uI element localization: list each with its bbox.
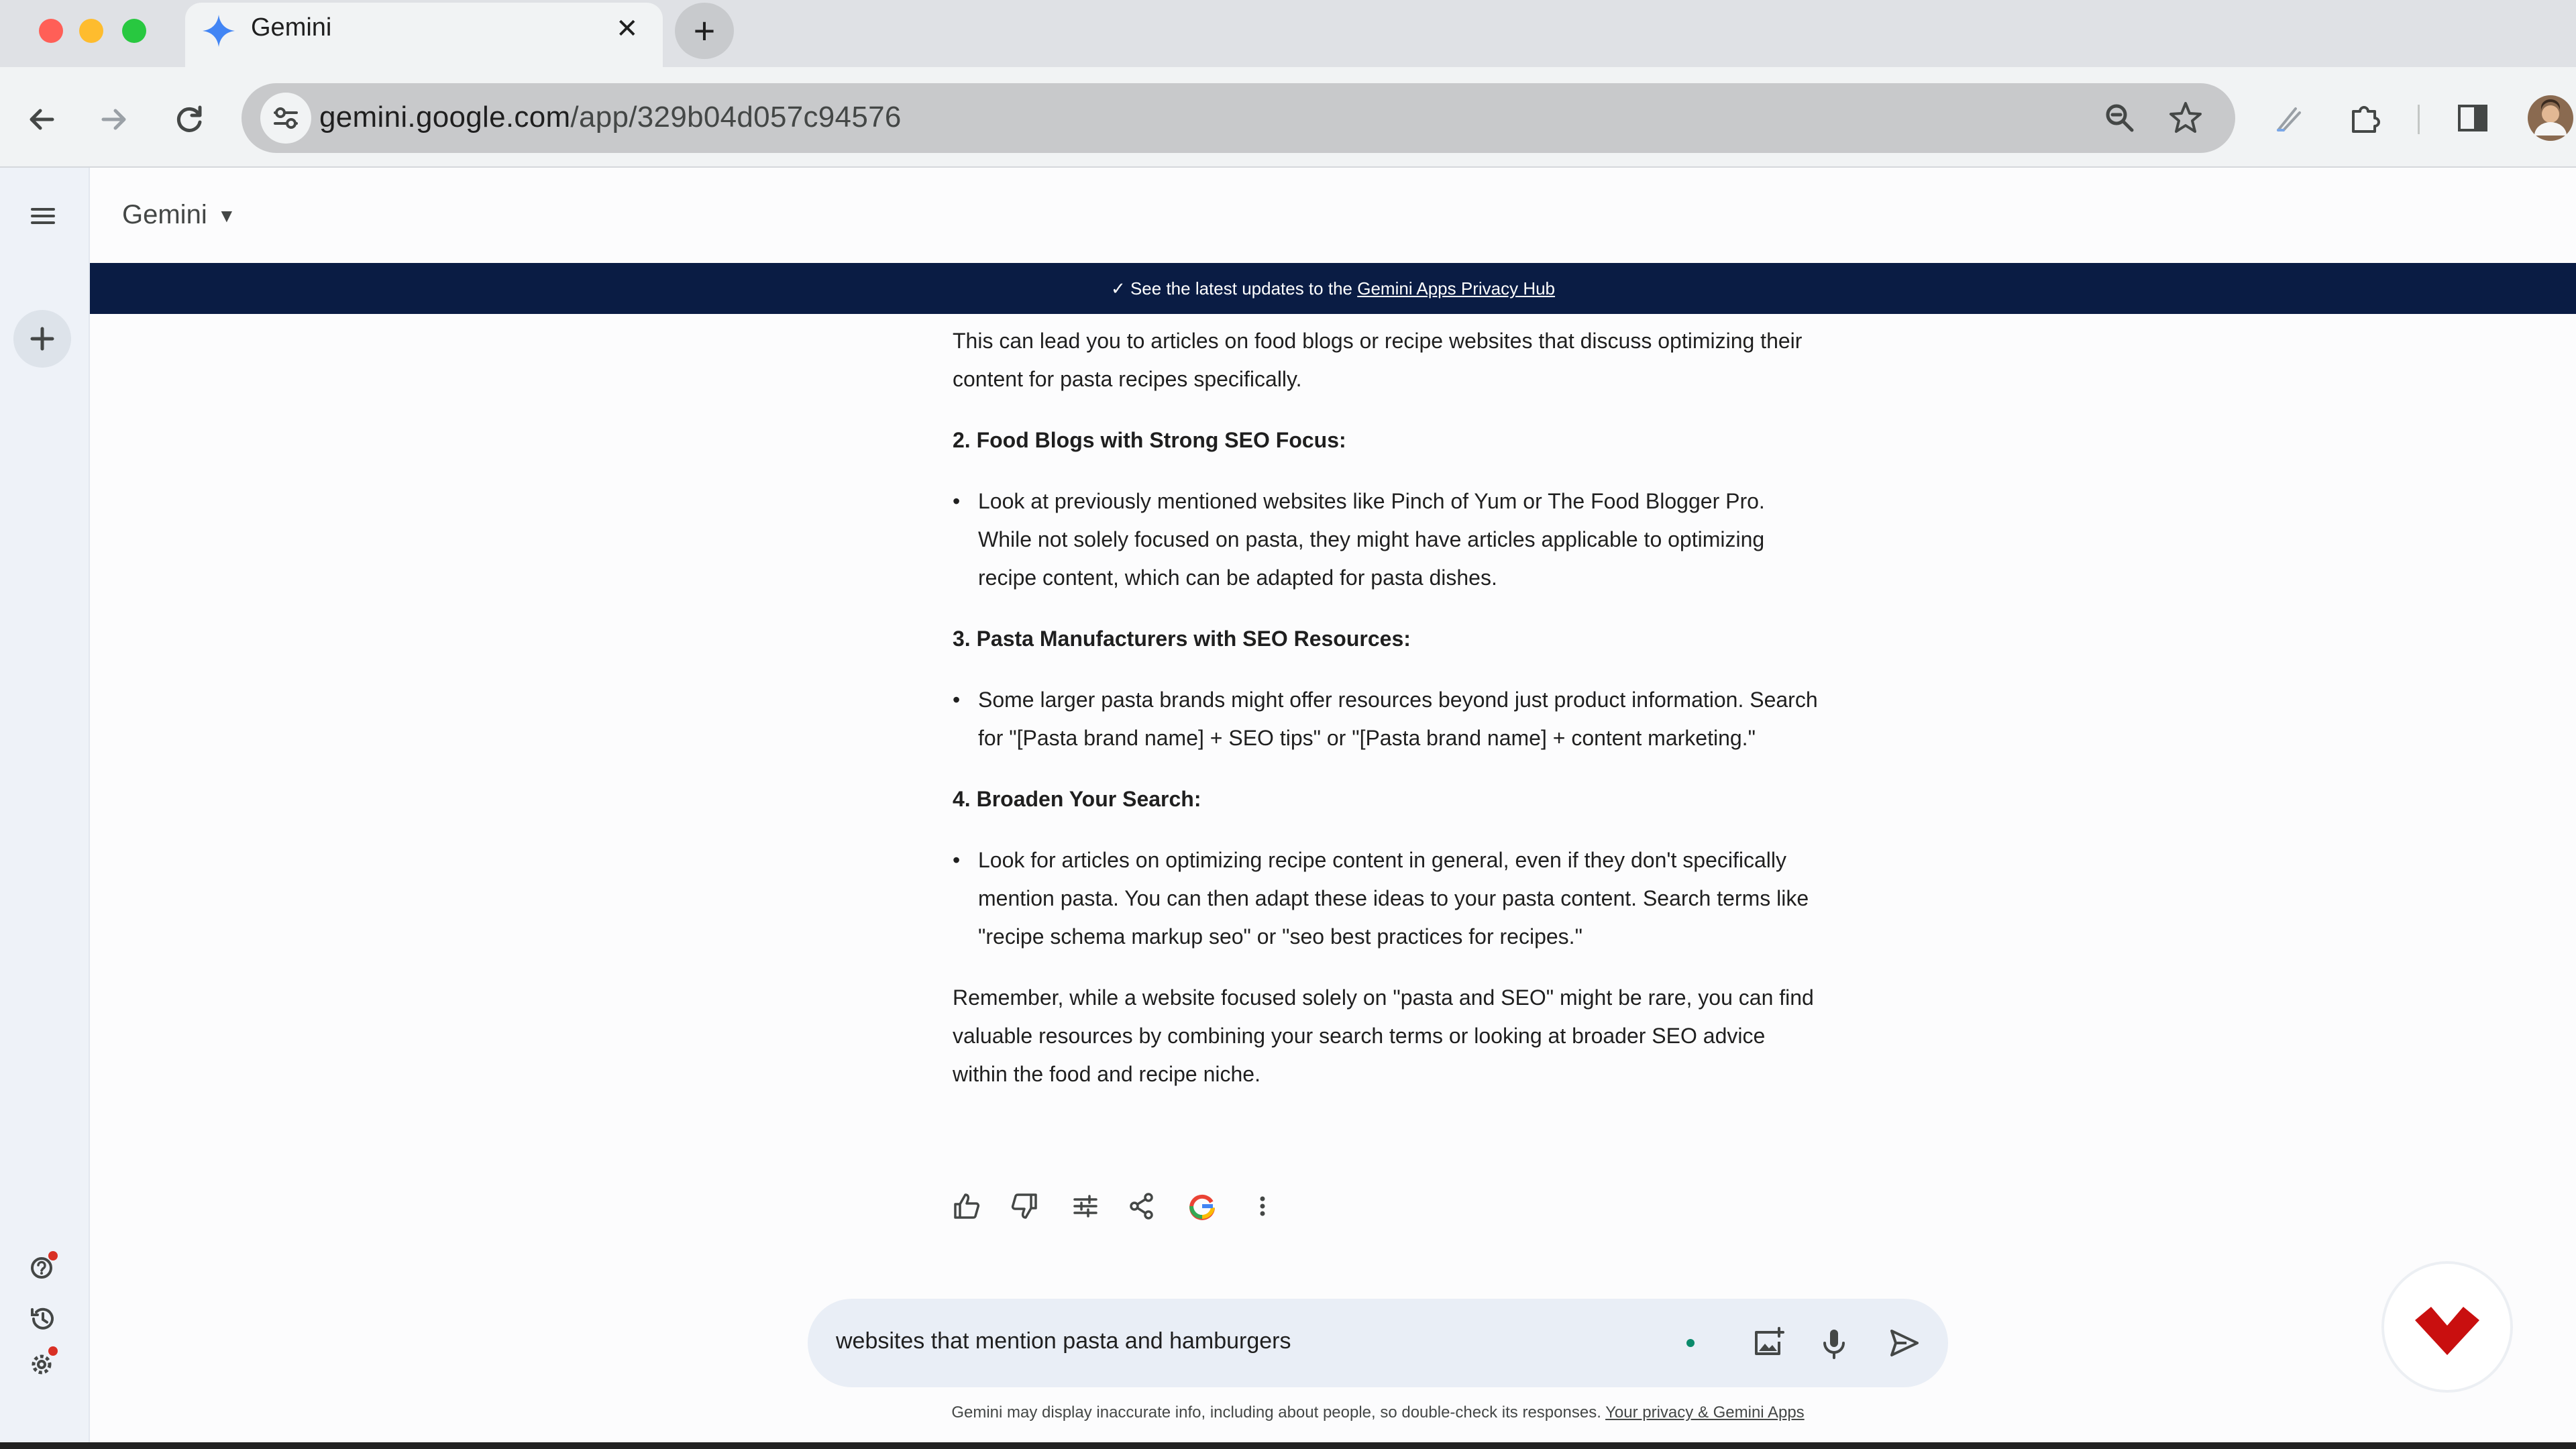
site-info-button[interactable]: [260, 93, 311, 144]
url-text[interactable]: [319, 101, 902, 134]
list-item: • Some larger pasta brands might offer resources beyond just product information. Search for "[Pasta brand name] + SEO tips" or "[Pasta brand name] + content marketing.": [978, 681, 1818, 757]
disclaimer-text: Gemini may display inaccurate info, including about people, so double-check its responses.: [951, 1403, 1601, 1421]
bullet-list: [978, 841, 1818, 956]
window-bottom-edge: [0, 1442, 2576, 1449]
new-tab-button[interactable]: +: [675, 3, 734, 59]
image-upload-icon[interactable]: [1747, 1322, 1790, 1364]
url-path: /app/329b04d057c94576: [570, 101, 902, 133]
response-actions: [946, 1186, 1281, 1226]
privacy-banner: [90, 263, 2576, 314]
url-host: gemini.google.com: [319, 101, 571, 133]
back-arrow-icon[interactable]: [21, 99, 62, 140]
banner-text: See the latest updates to the: [1130, 278, 1352, 299]
more-vert-icon[interactable]: [1242, 1186, 1283, 1226]
brand-logo-icon: [2384, 1264, 2510, 1390]
bullet-list: [978, 681, 1818, 757]
share-icon[interactable]: [1122, 1186, 1162, 1226]
tab-title: Gemini: [251, 13, 332, 42]
section-heading: 2. Food Blogs with Strong SEO Focus:: [953, 428, 1346, 452]
list-item: • Look at previously mentioned websites like Pinch of Yum or The Food Blogger Pro. While not solely focused on pasta, they might have articles applicable to optimizing recipe content, which can be adapted for pasta dishes.: [978, 482, 1818, 597]
activity-history-icon[interactable]: [27, 1303, 59, 1335]
main-menu-icon[interactable]: [27, 203, 59, 229]
plus-icon: [13, 310, 71, 368]
window-minimize-button[interactable]: [79, 19, 103, 43]
profile-avatar[interactable]: [2526, 94, 2575, 142]
check-circle-icon: ✓: [1110, 278, 1130, 299]
section-heading: 4. Broaden Your Search:: [953, 787, 1201, 811]
dropdown-caret-icon[interactable]: ▼: [217, 205, 236, 226]
prompt-input[interactable]: [836, 1328, 1607, 1354]
model-selector[interactable]: Gemini: [122, 200, 207, 229]
google-check-icon[interactable]: [1182, 1186, 1222, 1226]
tune-icon: [260, 93, 311, 144]
window-zoom-button[interactable]: [122, 19, 146, 43]
new-chat-button[interactable]: [13, 310, 71, 368]
bullet-list: [978, 482, 1818, 597]
privacy-hub-link[interactable]: Gemini Apps Privacy Hub: [1357, 278, 1556, 299]
response-content: [953, 322, 1818, 1116]
toolbar-divider: [2418, 105, 2420, 134]
modify-response-icon[interactable]: [1065, 1186, 1106, 1226]
side-panel-icon[interactable]: [2453, 98, 2493, 138]
window-close-button[interactable]: [39, 19, 63, 43]
privacy-link[interactable]: Your privacy & Gemini Apps: [1605, 1403, 1805, 1421]
close-tab-icon[interactable]: ✕: [616, 14, 639, 44]
send-icon[interactable]: [1882, 1322, 1925, 1364]
settings-gear-icon[interactable]: [27, 1346, 59, 1378]
extension-floating-button[interactable]: [2381, 1261, 2513, 1393]
response-closing: Remember, while a website focused solely on "pasta and SEO" might be rare, you can find valuable resources by combining your search terms or looking at broader SEO advice within the food and recipe niche.: [953, 985, 1814, 1086]
gemini-sparkle-icon: [200, 12, 237, 50]
help-icon[interactable]: [27, 1250, 59, 1283]
extension-feather-icon[interactable]: [2269, 98, 2309, 138]
forward-arrow-icon[interactable]: [94, 99, 134, 140]
extensions-puzzle-icon[interactable]: [2345, 98, 2385, 138]
zoom-icon[interactable]: [2100, 98, 2140, 138]
reload-icon[interactable]: [169, 99, 209, 140]
list-item: • Look for articles on optimizing recipe content in general, even if they don't specifically mention pasta. You can then adapt these ideas to your pasta content. Search terms like "recipe schema markup seo" or "seo best practices for recipes.": [978, 841, 1818, 956]
microphone-icon[interactable]: [1813, 1322, 1856, 1364]
thumbs-up-icon[interactable]: [946, 1186, 986, 1226]
response-intro: This can lead you to articles on food blogs or recipe websites that discuss optimizing their content for pasta recipes specifically.: [953, 329, 1803, 391]
disclaimer: [808, 1403, 1948, 1422]
bookmark-star-icon[interactable]: [2165, 98, 2206, 138]
thumbs-down-icon[interactable]: [1005, 1186, 1045, 1226]
status-dot: [1686, 1339, 1695, 1347]
section-heading: 3. Pasta Manufacturers with SEO Resources:: [953, 627, 1411, 651]
